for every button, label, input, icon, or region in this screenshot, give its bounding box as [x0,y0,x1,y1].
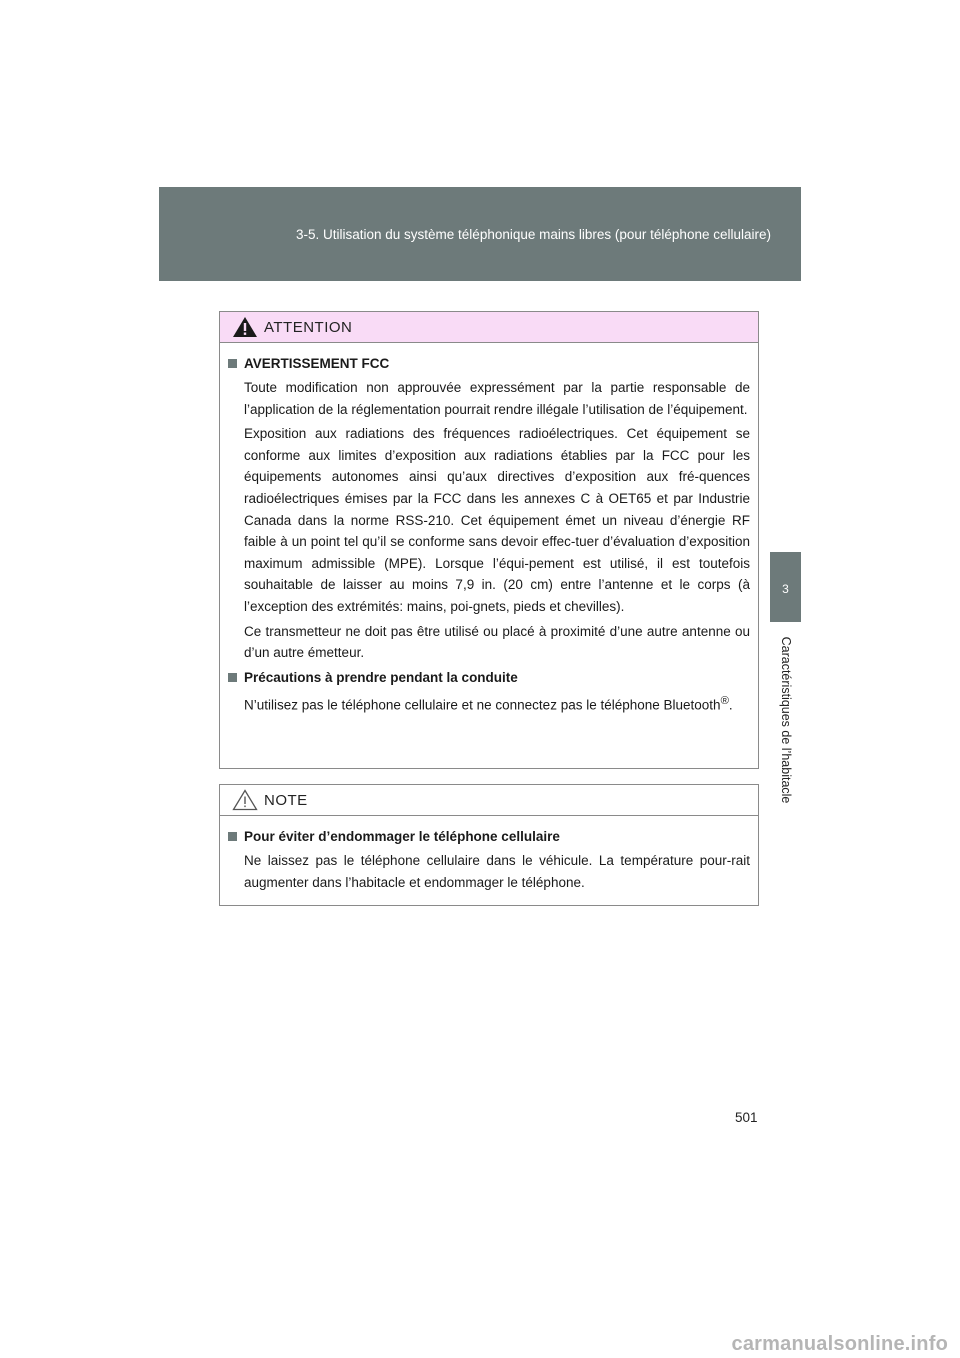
attention-label: ATTENTION [264,318,353,336]
section-header-bar [159,187,801,281]
driving-precautions-title: Précautions à prendre pendant la conduite [228,667,750,688]
section-title: 3-5. Utilisation du système téléphonique mains libres (pour téléphone cellulaire) [295,227,771,242]
square-bullet-icon [228,673,237,682]
fcc-paragraph-1: Toute modification non approuvée expressément par la partie responsable de l’application de la réglementation pourrait rendre illégale l’utilisation de l’équipement. [244,380,750,417]
chapter-label: Caractéristiques de l’habitacle [779,636,793,804]
square-bullet-icon [228,359,237,368]
chapter-number: 3 [782,582,789,596]
note-label: NOTE [264,791,308,809]
page-number: 501 [735,1110,758,1125]
warning-outline-icon [232,789,258,811]
chapter-tab [770,552,801,622]
watermark: carmanualsonline.info [731,1333,948,1355]
note-box [219,784,759,906]
attention-box [219,311,759,769]
driving-precautions-paragraph: N’utilisez pas le téléphone cellulaire et ne connectez pas le téléphone Bluetooth®. [244,694,733,713]
fcc-paragraph-2: Exposition aux radiations des fréquences radioélectriques. Cet équipement se conforme aux limites d’exposition aux radiations établies par la FCC pour les équipements autonomes ainsi qu’aux directives d’exposition aux fré-quences radioélectriques émises par la FCC dans les annexes C à OET65 et par Industrie Canada dans la norme RSS-210. Cet équipement émet un niveau d’énergie RF faible à un point tel qu’il se conforme sans devoir effec-tuer d’évaluation d’exposition maximum admissible (MPE). Lorsque l’équi-pement est utilisé, il est toutefois souhaitable de laisser au moins 7,9 in. (20 cm) entre l’antenne et le corps (à l’exception des extrémités: mains, poi-gnets, pieds et chevilles). [244,426,750,614]
registered-trademark: ® [720,694,729,707]
warning-filled-icon [232,316,258,338]
fcc-warning-title: AVERTISSEMENT FCC [228,353,750,374]
fcc-paragraph-3: Ce transmetteur ne doit pas être utilisé ou placé à proximité d’une autre antenne ou d’un autre émetteur. [244,623,750,661]
note-header [220,785,758,816]
attention-header [220,312,758,343]
phone-damage-paragraph: Ne laissez pas le téléphone cellulaire dans le véhicule. La température pour-rait augmenter dans l’habitacle et endommager le téléphone. [244,853,750,890]
phone-damage-title: Pour éviter d’endommager le téléphone cellulaire [228,826,750,847]
note-body [220,816,758,893]
square-bullet-icon [228,832,237,841]
attention-body [220,343,758,716]
